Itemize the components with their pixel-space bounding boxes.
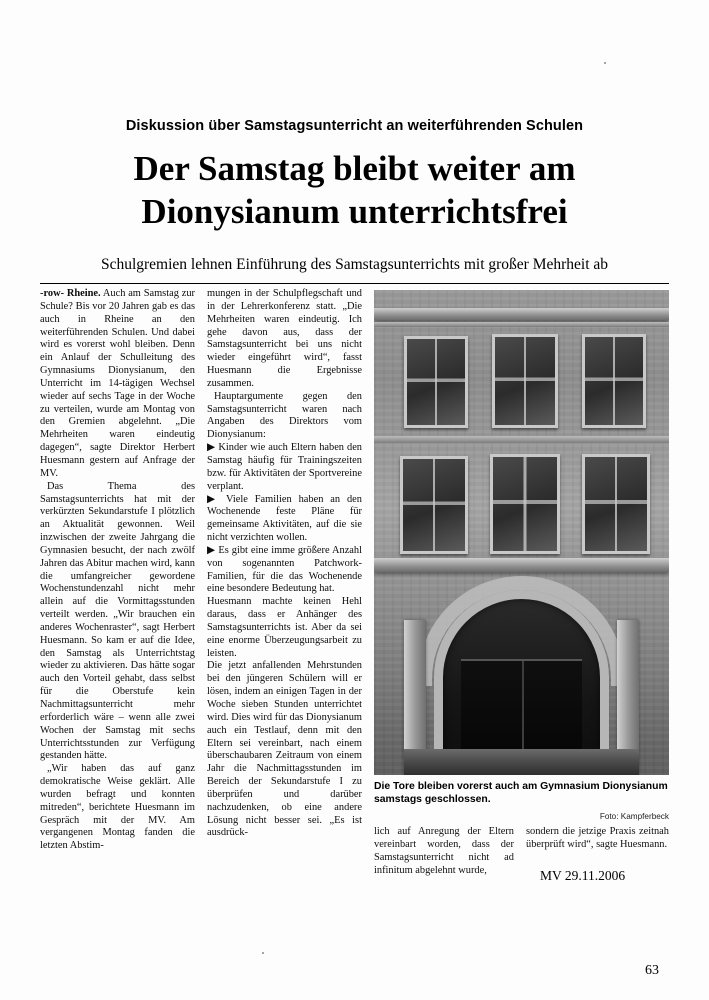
paragraph: Das Thema des Samstagsunterrichts hat mit der verkürzten Sekundarstufe I plötzlich an Aktualität gewonnen. Weil inzwischen der zweite Jahrgang die Gymnasien besucht, der nach zwölf Jahren das Abitur machen wird, kann die umfangreicher gewordene Wochenstundenzahl nicht mehr allein auf die Vormittagsstunden verteilt werden. „Wir brauchen ein anderes Wochenraster“, sagt Herbert Huesmann. So kam er auf die Idee, den Samstag als Unterrichtstag wieder zu aktivieren. Das hätte sogar auch den Vorteil gehabt, dass selbst für die Oberstufe kein Nachmittagsunterricht mehr erforderlich wäre – wenn alle zwei Wochen der Samstag mit sechs Unterrichtsstunden zur Verfügung gestanden hätte. xyxy=(40,480,195,762)
headline-line-2: Dionysianum unterrichtsfrei xyxy=(141,191,568,231)
window xyxy=(404,336,468,428)
body-column-4 xyxy=(526,826,669,852)
paragraph-bullet: ▶ Kinder wie auch Eltern haben den Samstag häufig für Trainingszeiten bzw. für Aktivitäten der Sportvereine verplant. xyxy=(207,442,362,492)
paragraph: Huesmann machte keinen Hehl daraus, dass er Anhänger des Samstagsunterrichts ist. Aber da sei eine enorme Überzeugungsarbeit zu leisten. xyxy=(207,596,362,659)
page-title xyxy=(40,148,669,233)
photo-canvas xyxy=(374,290,669,775)
window-mullion xyxy=(495,337,555,425)
gymnasium-dionysianum-portal-photo xyxy=(374,290,669,775)
band-upper xyxy=(374,322,669,327)
page-number: 63 xyxy=(645,963,659,978)
window xyxy=(582,454,650,554)
headline-line-1: Der Samstag bleibt weiter am xyxy=(133,149,576,188)
dateline: -row- Rheine. xyxy=(40,288,101,299)
photo-caption: Die Tore bleiben vorerst auch am Gymnasium Dionysianum samstags geschlossen. xyxy=(374,781,668,805)
window xyxy=(492,334,558,428)
paragraph: -row- Rheine. Auch am Samstag zur Schule? Bis vor 20 Jahren gab es das auch in Rheine an den weiterführenden Schulen. Und dabei wird es vorerst wohl bleiben. Denn ein Anlauf der Schulleitung des Gymnasiums Dionysianum, den Unterricht im 14-tägigen Wechsel wieder auf sechs Tage in der Woche zu verteilen, wurde am Montag von den Gremien abgelehnt. „Die Mehrheiten waren eindeutig dagegen“, sagte Direktor Herbert Huesmann gestern auf Anfrage der MV. xyxy=(40,288,195,479)
paragraph: lich auf Anregung der Eltern vereinbart worden, dass der Samstagsunterricht nicht ad infinitum abgelehnt wurde, xyxy=(374,826,514,876)
paragraph: „Wir haben das auf ganz demokratische Weise geklärt. Alle wurden befragt und konnten mitreden“, berichtete Huesmann im Gespräch mit der MV. Am vergangenen Montag fanden die letzten Abstim- xyxy=(40,763,195,852)
cornice-lower xyxy=(374,558,669,572)
scan-speck xyxy=(604,62,606,64)
article-subhead: Schulgremien lehnen Einführung des Samstagsunterrichts mit großer Mehrheit ab xyxy=(100,256,609,273)
body-column-2 xyxy=(207,288,362,840)
photo-credit: Foto: Kampferbeck xyxy=(599,812,669,821)
header-divider xyxy=(40,283,669,284)
window xyxy=(582,334,646,428)
paragraph: Die jetzt anfallenden Mehrstunden bei den jüngeren Schülern will er lösen, indem an einigen Tagen in der Woche sieben Stunden unterrichtet wird. Dies wird für das Dionysianum auch ein Testlauf, denn mit den Eltern sei vereinbart, nach einem überschaubaren Zeitraum von einem Jahr die Nachmittagsstunden im Bereich der Sekundarstufe I zu überprüfen und darüber nachzudenken, ob eine andere Lösung nicht besser sei. „Es ist ausdrück- xyxy=(207,660,362,839)
entrance-portal xyxy=(434,590,609,775)
paragraph: mungen in der Schulpflegschaft und in der Lehrerkonferenz statt. „Die Mehrheiten waren eindeutig. Ich gehe davon aus, dass der Samstagsunterricht bei uns nicht wieder eingeführt wird“, fasst Huesmann die Ergebnisse zusammen. xyxy=(207,288,362,389)
band-middle xyxy=(374,436,669,443)
body-column-3 xyxy=(374,826,514,877)
source-line: MV 29.11.2006 xyxy=(540,868,626,883)
cornice-top xyxy=(374,308,669,320)
window-mullion xyxy=(403,459,465,551)
window xyxy=(490,454,560,554)
window xyxy=(400,456,468,554)
paragraph: sondern die jetzige Praxis zeitnah überprüft wird“, sagte Huesmann. xyxy=(526,826,669,850)
window-mullion xyxy=(585,337,643,425)
body-column-1 xyxy=(40,288,195,853)
scan-speck xyxy=(262,952,264,954)
paragraph-bullet: ▶ Viele Familien haben an den Wochenende feste Pläne für gemeinsame Aktivitäten, auf die sie nicht verzichten wollen. xyxy=(207,493,362,544)
article-kicker: Diskussion über Samstagsunterricht an weiterführenden Schulen xyxy=(125,118,584,134)
entrance-steps xyxy=(404,749,639,775)
window-mullion xyxy=(493,457,557,551)
window-mullion xyxy=(407,339,465,425)
paragraph-bullet: ▶ Es gibt eine imme größere Anzahl von sogenannten Patchwork-Familien, für die das Wochenende eine besondere Bedeutung hat. xyxy=(207,544,362,595)
paragraph: Hauptargumente gegen den Samstagsunterricht waren nach Angaben des Direktors vom Dionysianum: xyxy=(207,390,362,441)
window-mullion xyxy=(585,457,647,551)
